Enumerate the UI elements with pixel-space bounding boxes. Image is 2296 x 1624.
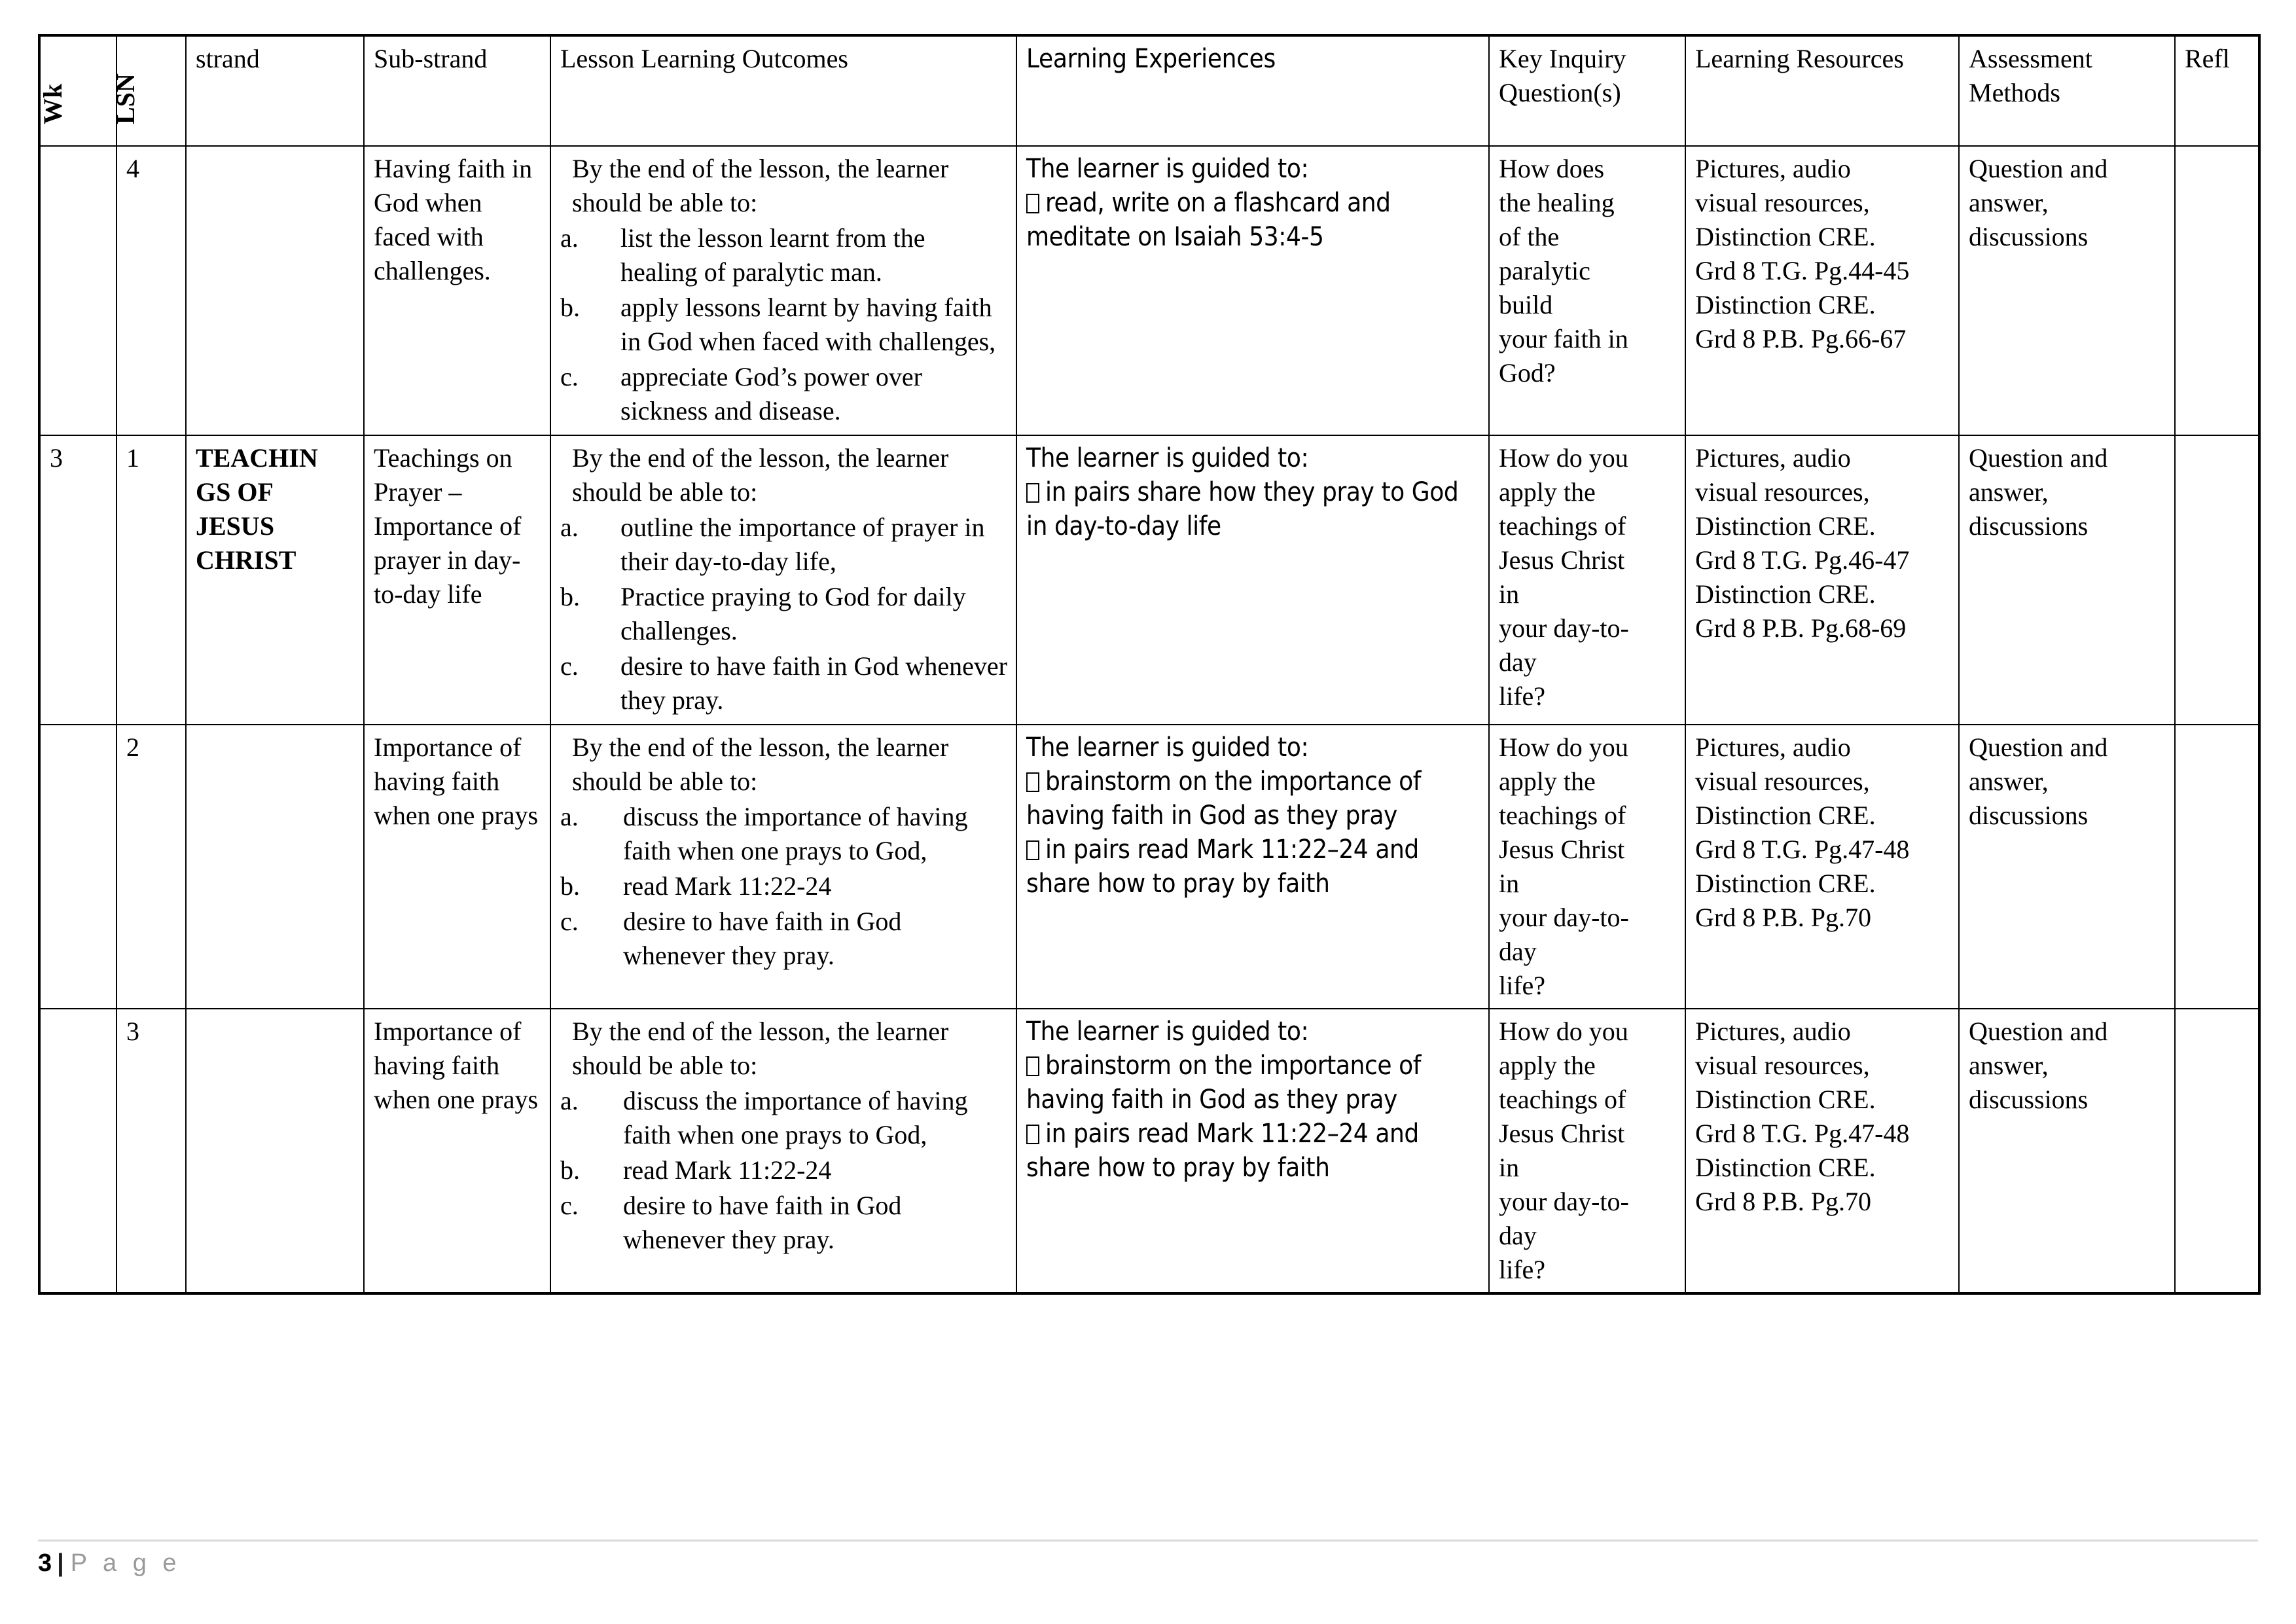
llo-list-item	[560, 800, 1008, 868]
llo-list	[560, 511, 1008, 717]
cell-assessment-methods	[1959, 1009, 2175, 1293]
cell-key-inquiry-question	[1489, 725, 1685, 1009]
learning-resource-line: Grd 8 T.G. Pg.47-48	[1695, 835, 1910, 864]
key-inquiry-question-line: How does	[1499, 154, 1605, 183]
llo-item-text: apply lessons learnt by having faith in God when faced with challenges,	[620, 293, 996, 356]
cell-assessment-methods	[1959, 435, 2175, 725]
cell-reflection	[2175, 435, 2259, 725]
column-header-assessment-line1: Assessment	[1969, 44, 2092, 73]
llo-item-marker: a.	[560, 802, 579, 831]
key-inquiry-question-line: Jesus Christ	[1499, 545, 1625, 575]
cell-strand	[186, 1009, 364, 1293]
llo-item-marker: b.	[560, 293, 580, 322]
key-inquiry-question-line: of the	[1499, 222, 1560, 251]
footer-divider	[38, 1540, 2258, 1542]
learning-resource-line: Distinction CRE.	[1695, 1153, 1876, 1182]
learning-resource-line: visual resources,	[1695, 1051, 1870, 1080]
learning-resource-line: visual resources,	[1695, 188, 1870, 217]
cell-lesson-number	[117, 435, 186, 725]
learning-experience-item	[1026, 475, 1480, 543]
column-header-lsn-label: LSN	[111, 73, 140, 124]
key-inquiry-question-line: in	[1499, 579, 1520, 609]
key-inquiry-question-line: life?	[1499, 971, 1546, 1000]
llo-item-marker: c.	[560, 362, 579, 391]
cell-week	[39, 1009, 117, 1293]
cell-reflection	[2175, 725, 2259, 1009]
assessment-method-line: answer,	[1969, 1051, 2049, 1080]
assessment-method-line: Question and	[1969, 154, 2108, 183]
strand-value: TEACHIN GS OF JESUS CHRIST	[196, 443, 318, 575]
llo-list	[560, 1084, 1008, 1257]
key-inquiry-question-line: your day-to-	[1499, 1187, 1629, 1216]
cell-week	[39, 725, 117, 1009]
missing-glyph-bullet-icon	[1026, 772, 1039, 792]
cell-strand	[186, 725, 364, 1009]
llo-item-text: discuss the importance of having faith when one prays to God,	[623, 802, 968, 865]
missing-glyph-bullet-icon	[1026, 194, 1039, 213]
learning-resource-line: Grd 8 P.B. Pg.70	[1695, 903, 1871, 932]
assessment-method-line: discussions	[1969, 1085, 2089, 1114]
learning-experience-text: in pairs read Mark 11:22–24 and share how to pray by faith	[1026, 1119, 1419, 1183]
learning-resource-line: Distinction CRE.	[1695, 579, 1876, 609]
cell-week	[39, 435, 117, 725]
llo-list-item	[560, 869, 1008, 903]
learning-experience-item	[1026, 833, 1480, 901]
cell-key-inquiry-question	[1489, 146, 1685, 435]
table-row	[39, 146, 2259, 435]
learning-experiences-intro: The learner is guided to:	[1026, 1017, 1309, 1047]
column-header-learning-resources: Learning Resources	[1685, 35, 1959, 146]
cell-assessment-methods	[1959, 146, 2175, 435]
key-inquiry-question-line: paralytic	[1499, 256, 1590, 285]
sub-strand-value: Importance of having faith when one prays	[374, 732, 539, 830]
assessment-method-line: answer,	[1969, 477, 2049, 507]
llo-item-text: discuss the importance of having faith when one prays to God,	[623, 1086, 968, 1149]
lesson-plan-table	[38, 34, 2261, 1295]
llo-list	[560, 800, 1008, 973]
column-header-refl: Refl	[2175, 35, 2259, 146]
learning-resource-line: Distinction CRE.	[1695, 1085, 1876, 1114]
cell-learning-experiences	[1016, 725, 1489, 1009]
column-header-lsn	[111, 35, 186, 146]
assessment-method-line: answer,	[1969, 188, 2049, 217]
key-inquiry-question-line: life?	[1499, 1255, 1546, 1284]
key-inquiry-question-line: apply the	[1499, 1051, 1596, 1080]
cell-learning-experiences	[1016, 435, 1489, 725]
table-row	[39, 435, 2259, 725]
llo-item-text: read Mark 11:22-24	[623, 1155, 832, 1185]
footer-page-label: P a g e	[70, 1549, 181, 1577]
key-inquiry-question-line: in	[1499, 1153, 1520, 1182]
cell-strand	[186, 146, 364, 435]
llo-item-text: desire to have faith in God whenever they pray.	[623, 1191, 902, 1254]
learning-resource-line: Grd 8 T.G. Pg.44-45	[1695, 256, 1910, 285]
cell-lesson-learning-outcomes	[550, 725, 1016, 1009]
llo-intro: By the end of the lesson, the learner should be able to:	[572, 443, 949, 507]
missing-glyph-bullet-icon	[1026, 840, 1039, 860]
cell-sub-strand	[364, 435, 550, 725]
learning-resource-line: Grd 8 P.B. Pg.66-67	[1695, 324, 1907, 353]
table-header-row	[39, 35, 2259, 146]
llo-item-marker: b.	[560, 582, 580, 611]
column-header-key-inquiry-questions	[1489, 35, 1685, 146]
column-header-lesson-learning-outcomes: Lesson Learning Outcomes	[550, 35, 1016, 146]
key-inquiry-question-line: Jesus Christ	[1499, 1119, 1625, 1148]
assessment-method-line: discussions	[1969, 511, 2089, 541]
column-header-kiq-line1: Key Inquiry	[1499, 44, 1626, 73]
llo-item-text: outline the importance of prayer in their day-to-day life,	[620, 513, 985, 576]
key-inquiry-question-line: your day-to-	[1499, 903, 1629, 932]
column-header-wk-label: Wk	[37, 83, 67, 124]
llo-item-marker: b.	[560, 1155, 580, 1185]
column-header-wk	[39, 35, 117, 146]
footer-page-number: 3	[38, 1549, 52, 1577]
learning-resource-line: Grd 8 P.B. Pg.70	[1695, 1187, 1871, 1216]
cell-lesson-learning-outcomes	[550, 1009, 1016, 1293]
llo-list-item	[560, 221, 1008, 289]
llo-list-item	[560, 511, 1008, 579]
learning-resource-line: Pictures, audio	[1695, 154, 1851, 183]
cell-sub-strand	[364, 725, 550, 1009]
cell-assessment-methods	[1959, 725, 2175, 1009]
learning-resource-line: visual resources,	[1695, 477, 1870, 507]
cell-week	[39, 146, 117, 435]
key-inquiry-question-line: your day-to-	[1499, 613, 1629, 643]
llo-list-item	[560, 291, 1008, 359]
learning-resource-line: Distinction CRE.	[1695, 290, 1876, 319]
key-inquiry-question-line: How do you	[1499, 732, 1628, 762]
llo-item-marker: c.	[560, 651, 579, 681]
llo-item-marker: c.	[560, 907, 579, 936]
llo-item-marker: a.	[560, 1086, 579, 1115]
learning-experience-item	[1026, 765, 1480, 833]
page-footer	[38, 1540, 2258, 1592]
key-inquiry-question-line: How do you	[1499, 443, 1628, 473]
llo-item-text: appreciate God’s power over sickness and disease.	[620, 362, 922, 425]
assessment-method-line: discussions	[1969, 222, 2089, 251]
cell-learning-resources	[1685, 1009, 1959, 1293]
llo-list-item	[560, 1189, 1008, 1257]
learning-experiences-intro: The learner is guided to:	[1026, 443, 1309, 473]
key-inquiry-question-line: build	[1499, 290, 1553, 319]
learning-experience-text: read, write on a flashcard and meditate on Isaiah 53:4-5	[1026, 188, 1391, 252]
key-inquiry-question-line: day	[1499, 1221, 1537, 1250]
llo-list-item	[560, 649, 1008, 717]
learning-resource-line: Distinction CRE.	[1695, 511, 1876, 541]
llo-item-marker: b.	[560, 871, 580, 901]
llo-item-text: list the lesson learnt from the healing of paralytic man.	[620, 223, 925, 287]
learning-experiences-intro: The learner is guided to:	[1026, 154, 1309, 184]
cell-learning-resources	[1685, 146, 1959, 435]
table-body	[39, 146, 2259, 1293]
sub-strand-value: Teachings on Prayer – Importance of prayer in day-to-day life	[374, 443, 522, 609]
lesson-number-value: 3	[126, 1017, 139, 1046]
learning-resource-line: Grd 8 T.G. Pg.47-48	[1695, 1119, 1910, 1148]
key-inquiry-question-line: the healing	[1499, 188, 1615, 217]
llo-intro: By the end of the lesson, the learner should be able to:	[572, 1017, 949, 1080]
cell-key-inquiry-question	[1489, 435, 1685, 725]
column-header-sub-strand: Sub-strand	[364, 35, 550, 146]
week-value: 3	[50, 443, 63, 473]
column-header-assessment-methods	[1959, 35, 2175, 146]
lesson-number-value: 1	[126, 443, 139, 473]
key-inquiry-question-line: Jesus Christ	[1499, 835, 1625, 864]
missing-glyph-bullet-icon	[1026, 1056, 1039, 1076]
footer-text	[38, 1551, 2258, 1576]
learning-experience-text: brainstorm on the importance of having faith in God as they pray	[1026, 1051, 1421, 1115]
learning-experience-text: in pairs read Mark 11:22–24 and share how to pray by faith	[1026, 835, 1419, 899]
cell-lesson-number	[117, 725, 186, 1009]
lesson-number-value: 2	[126, 732, 139, 762]
learning-resource-line: Pictures, audio	[1695, 443, 1851, 473]
lesson-number-value: 4	[126, 154, 139, 183]
learning-resource-line: Distinction CRE.	[1695, 869, 1876, 898]
llo-item-marker: a.	[560, 513, 579, 542]
cell-lesson-number	[117, 146, 186, 435]
assessment-method-line: Question and	[1969, 1017, 2108, 1046]
learning-resource-line: Distinction CRE.	[1695, 222, 1876, 251]
learning-experience-item	[1026, 186, 1480, 254]
learning-resource-line: visual resources,	[1695, 767, 1870, 796]
key-inquiry-question-line: apply the	[1499, 477, 1596, 507]
table-row	[39, 725, 2259, 1009]
sub-strand-value: Having faith in God when faced with challenges.	[374, 154, 533, 285]
llo-intro: By the end of the lesson, the learner should be able to:	[572, 732, 949, 796]
learning-experiences-intro: The learner is guided to:	[1026, 732, 1309, 763]
learning-resource-line: Grd 8 P.B. Pg.68-69	[1695, 613, 1907, 643]
llo-list-item	[560, 360, 1008, 428]
llo-intro: By the end of the lesson, the learner should be able to:	[572, 154, 949, 217]
column-header-assessment-line2: Methods	[1969, 78, 2060, 107]
cell-lesson-number	[117, 1009, 186, 1293]
learning-experience-item	[1026, 1049, 1480, 1117]
cell-learning-resources	[1685, 435, 1959, 725]
key-inquiry-question-line: in	[1499, 869, 1520, 898]
missing-glyph-bullet-icon	[1026, 1125, 1039, 1144]
llo-item-text: desire to have faith in God whenever they pray.	[623, 907, 902, 970]
cell-lesson-learning-outcomes	[550, 435, 1016, 725]
footer-separator: |	[57, 1549, 64, 1577]
learning-resource-line: Distinction CRE.	[1695, 801, 1876, 830]
cell-key-inquiry-question	[1489, 1009, 1685, 1293]
learning-resource-line: Pictures, audio	[1695, 1017, 1851, 1046]
column-header-kiq-line2: Question(s)	[1499, 78, 1621, 107]
key-inquiry-question-line: teachings of	[1499, 1085, 1626, 1114]
assessment-method-line: Question and	[1969, 443, 2108, 473]
cell-sub-strand	[364, 1009, 550, 1293]
key-inquiry-question-line: How do you	[1499, 1017, 1628, 1046]
missing-glyph-bullet-icon	[1026, 483, 1039, 503]
assessment-method-line: answer,	[1969, 767, 2049, 796]
assessment-method-line: discussions	[1969, 801, 2089, 830]
key-inquiry-question-line: your faith in	[1499, 324, 1628, 353]
learning-resource-line: Pictures, audio	[1695, 732, 1851, 762]
key-inquiry-question-line: God?	[1499, 358, 1556, 388]
column-header-learning-experiences: Learning Experiences	[1016, 35, 1489, 146]
key-inquiry-question-line: teachings of	[1499, 511, 1626, 541]
cell-lesson-learning-outcomes	[550, 146, 1016, 435]
cell-reflection	[2175, 146, 2259, 435]
learning-experience-text: brainstorm on the importance of having faith in God as they pray	[1026, 767, 1421, 831]
cell-strand	[186, 435, 364, 725]
llo-list-item	[560, 1153, 1008, 1187]
llo-item-text: desire to have faith in God whenever they pray.	[620, 651, 1007, 715]
learning-resource-line: Grd 8 T.G. Pg.46-47	[1695, 545, 1910, 575]
llo-list-item	[560, 580, 1008, 648]
sub-strand-value: Importance of having faith when one prays	[374, 1017, 539, 1114]
cell-learning-resources	[1685, 725, 1959, 1009]
column-header-strand: strand	[186, 35, 364, 146]
llo-item-text: read Mark 11:22-24	[623, 871, 832, 901]
cell-learning-experiences	[1016, 146, 1489, 435]
key-inquiry-question-line: life?	[1499, 681, 1546, 711]
cell-learning-experiences	[1016, 1009, 1489, 1293]
key-inquiry-question-line: day	[1499, 647, 1537, 677]
learning-experience-item	[1026, 1117, 1480, 1185]
key-inquiry-question-line: day	[1499, 937, 1537, 966]
llo-item-marker: a.	[560, 223, 579, 253]
table-row	[39, 1009, 2259, 1293]
learning-experience-text: in pairs share how they pray to God in day-to-day life	[1026, 477, 1459, 541]
key-inquiry-question-line: apply the	[1499, 767, 1596, 796]
llo-item-marker: c.	[560, 1191, 579, 1220]
llo-list-item	[560, 905, 1008, 973]
llo-item-text: Practice praying to God for daily challenges.	[620, 582, 966, 645]
cell-reflection	[2175, 1009, 2259, 1293]
cell-sub-strand	[364, 146, 550, 435]
llo-list	[560, 221, 1008, 428]
llo-list-item	[560, 1084, 1008, 1152]
assessment-method-line: Question and	[1969, 732, 2108, 762]
key-inquiry-question-line: teachings of	[1499, 801, 1626, 830]
